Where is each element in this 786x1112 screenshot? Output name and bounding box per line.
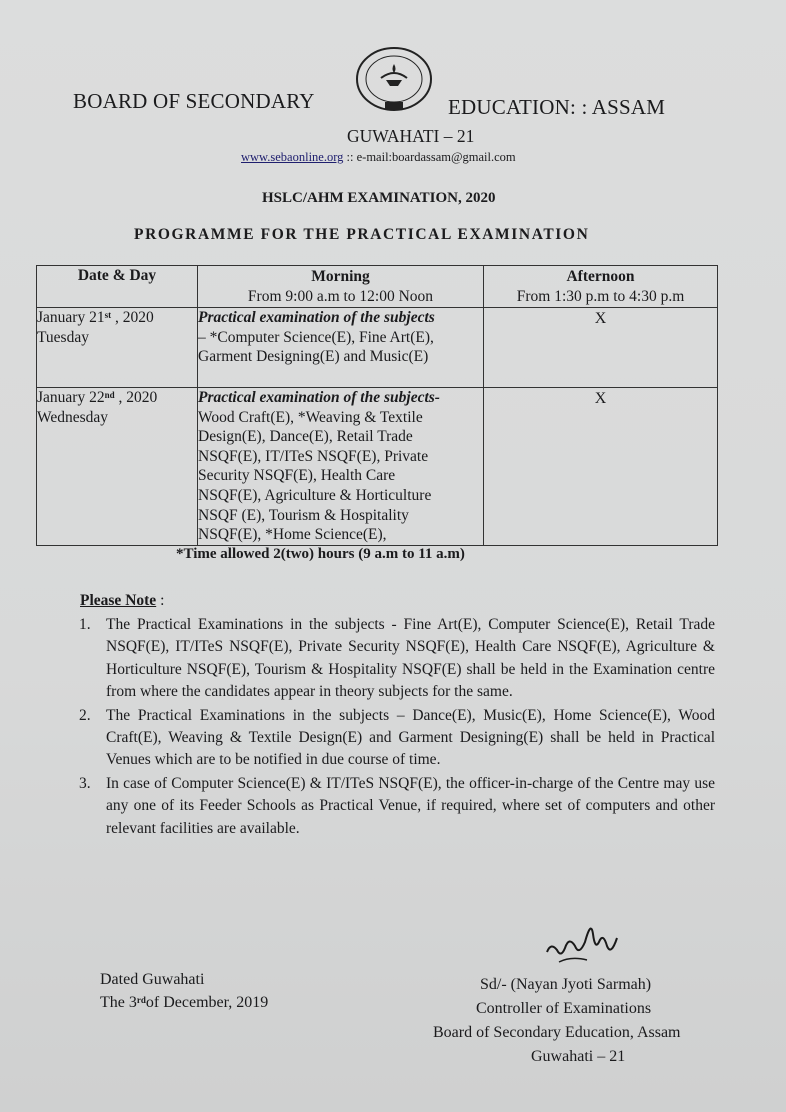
signatory-designation: Controller of Examinations [476,1000,652,1017]
schedule-table [36,265,718,546]
programme-title: PROGRAMME FOR THE PRACTICAL EXAMINATION [134,226,590,243]
board-name-right: EDUCATION: : ASSAM [448,95,666,119]
list-item: 1. The Practical Examinations in the subjects - Fine Art(E), Computer Science(E), Retail Trade NSQF(E), IT/ITeS NSQF(E), Private Security NSQF(E), Health Care NSQF(E), Agriculture & Horticulture NSQF(E), Tourism & Hospitality NSQF(E) shall be held in the Examination centre from where the candidates appear in theory subjects for the same. [79,616,715,701]
col-morning-header: Morning From 9:00 a.m to 12:00 Noon [198,266,484,308]
board-name-left: BOARD OF SECONDARY [73,89,315,113]
signatory-board: Board of Secondary Education, Assam [433,1024,681,1041]
dated-place: Dated Guwahati [100,971,205,988]
notes-list [79,614,715,841]
exam-title: HSLC/AHM EXAMINATION, 2020 [262,190,496,206]
row2-afternoon-cell: X [484,388,718,546]
please-note-heading: Please Note : [80,592,165,609]
row2-morning-cell: Practical examination of the subjects- Wood Craft(E), *Weaving & Textile Design(E), Dance(E), Retail Trade NSQF(E), IT/ITeS NSQF(E), Private Security NSQF(E), Health Care NSQF(E), Agriculture & Horticulture NSQF (E), Tourism & Hospitality NSQF(E), *Home Science(E), [198,388,484,546]
email-text: :: e-mail:boardassam@gmail.com [343,150,516,164]
dated-date: The 3rdof December, 2019 [100,994,269,1011]
col-date-header: Date & Day [37,266,198,308]
table-row [37,388,718,546]
table-header-row [37,266,718,308]
list-item: 2. The Practical Examinations in the subjects – Dance(E), Music(E), Home Science(E), Wood Craft(E), Weaving & Textile Design(E) and Garment Designing(E) shall be held in Practical Venues which are to be notified in due course of time. [79,706,715,769]
row1-morning-cell: Practical examination of the subjects – *Computer Science(E), Fine Art(E), Garment Designing(E) and Music(E) [198,308,484,388]
list-item: 3. In case of Computer Science(E) & IT/ITeS NSQF(E), the officer-in-charge of the Centre may use any one of its Feeder Schools as Practical Venue, if required, where set of computers and other relevant facilities are available. [79,774,715,837]
seba-seal-logo [355,46,433,112]
signatory-name: Sd/- (Nayan Jyoti Sarmah) [480,976,652,993]
contact-line [241,150,516,165]
table-row [37,308,718,388]
time-allowed-note: *Time allowed 2(two) hours (9 a.m to 11 a.m) [176,546,465,562]
row1-afternoon-cell: X [484,308,718,388]
col-afternoon-header: Afternoon From 1:30 p.m to 4:30 p.m [484,266,718,308]
board-city: GUWAHATI – 21 [347,126,475,146]
row2-date-cell: January 22nd , 2020 Wednesday [37,388,198,546]
website-link[interactable]: www.sebaonline.org [241,150,344,164]
row1-date-cell: January 21st , 2020 Tuesday [37,308,198,388]
signatory-city: Guwahati – 21 [531,1048,626,1065]
signature-icon [541,912,621,972]
